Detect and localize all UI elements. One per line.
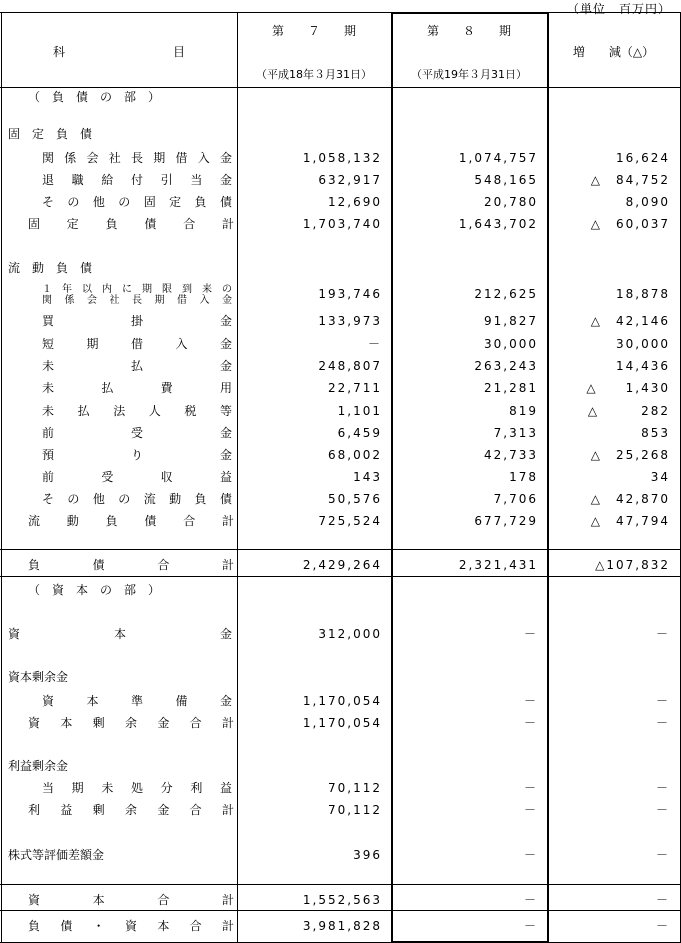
- value-period8: 1,643,702: [458, 217, 538, 231]
- row-label: 資本準備金: [42, 694, 232, 708]
- row-label-line2: 関係会社長期借入金: [42, 295, 232, 306]
- value-period8: －: [523, 803, 538, 817]
- value-period8: 178: [509, 470, 538, 484]
- value-period7: 70,112: [328, 781, 382, 795]
- unit-note: （単位 百万円）: [566, 2, 671, 16]
- row-line: [0, 576, 681, 577]
- row-label: 固定負債合計: [28, 217, 234, 231]
- value-change: －: [655, 803, 670, 817]
- value-period7: 1,170,054: [302, 716, 382, 730]
- value-period7: 1,170,054: [302, 694, 382, 708]
- value-period7: 1,101: [337, 404, 382, 418]
- row-label: （ 負 債 の 部 ）: [28, 90, 161, 104]
- value-period7: 248,807: [318, 359, 382, 373]
- value-period7: 2,429,264: [302, 558, 382, 572]
- value-change: △ 42,146: [590, 314, 670, 328]
- row-label: 前 受 金: [42, 426, 232, 440]
- row-label: その他の固定負債: [42, 195, 232, 209]
- value-period8: 263,243: [474, 359, 538, 373]
- value-period7: 68,002: [328, 448, 382, 462]
- value-period8: －: [523, 893, 538, 907]
- value-change: －: [655, 627, 670, 641]
- value-change: △ 282: [587, 404, 670, 418]
- value-period8: 21,281: [484, 381, 538, 395]
- row-label: 資本剰余金: [8, 670, 69, 684]
- row-label: 未払法人税等: [42, 404, 232, 418]
- row-label: 資 本 合 計: [28, 893, 234, 907]
- value-change: 16,624: [616, 151, 670, 165]
- value-period7: 133,973: [318, 314, 382, 328]
- value-period7: 70,112: [328, 803, 382, 817]
- value-period7: 143: [353, 470, 382, 484]
- row-line: [0, 910, 681, 911]
- value-change: △107,832: [595, 558, 670, 572]
- header-period8: 第 ８ 期: [426, 24, 511, 38]
- value-period7: 632,917: [318, 173, 382, 187]
- value-period8: －: [523, 716, 538, 730]
- row-line: [0, 884, 681, 885]
- value-period8: 30,000: [484, 337, 538, 351]
- value-change: 18,878: [616, 287, 670, 301]
- value-period7: 312,000: [318, 627, 382, 641]
- row-label: 流動負債合計: [28, 514, 234, 528]
- row-label: 前 受 収 益: [42, 470, 232, 484]
- value-period8: －: [523, 627, 538, 641]
- value-period8: 1,074,757: [458, 151, 538, 165]
- row-label: １年以内に期限到来の: [42, 284, 232, 295]
- value-period7: 1,552,563: [302, 893, 382, 907]
- value-change: △ 25,268: [590, 448, 670, 462]
- value-period7: 22,711: [328, 381, 382, 395]
- value-period8: 7,313: [493, 426, 538, 440]
- row-label: その他の流動負債: [42, 492, 232, 506]
- row-label: 資 本 金: [8, 627, 232, 641]
- column-line: [547, 12, 549, 943]
- value-change: △ 47,794: [590, 514, 670, 528]
- row-label: （ 資 本 の 部 ）: [28, 583, 161, 597]
- value-period7: 12,690: [328, 195, 382, 209]
- value-change: △ 42,870: [590, 492, 670, 506]
- value-change: △ 60,037: [590, 217, 670, 231]
- header-item: 科 目: [52, 45, 185, 59]
- value-change: 853: [641, 426, 670, 440]
- column-line: [1, 12, 2, 943]
- value-change: －: [655, 716, 670, 730]
- row-label: 未 払 金: [42, 359, 232, 373]
- row-label: 預 り 金: [42, 448, 232, 462]
- value-period7: 725,524: [318, 514, 382, 528]
- value-period8: 2,321,431: [458, 558, 538, 572]
- value-change: －: [655, 893, 670, 907]
- row-label: 当期未処分利益: [42, 781, 232, 795]
- row-label: 資本剰余金合計: [28, 716, 234, 730]
- value-change: 8,090: [625, 195, 670, 209]
- value-period8: 819: [509, 404, 538, 418]
- row-label: 流 動 負 債: [8, 261, 93, 275]
- value-period7: 6,459: [337, 426, 382, 440]
- value-period8: 548,165: [474, 173, 538, 187]
- value-period7: －: [367, 337, 382, 351]
- value-change: －: [655, 848, 670, 862]
- value-period8: 677,729: [474, 514, 538, 528]
- value-period8: 20,780: [484, 195, 538, 209]
- row-line: [0, 87, 681, 88]
- value-change: △ 1,430: [586, 381, 670, 395]
- value-change: －: [655, 694, 670, 708]
- header-period7: 第 ７ 期: [271, 24, 356, 38]
- header-change: 増 減（△）: [572, 45, 655, 59]
- period8-top-line: [391, 12, 548, 14]
- value-period7: 50,576: [328, 492, 382, 506]
- value-change: 14,436: [616, 359, 670, 373]
- row-label: 買 掛 金: [42, 314, 232, 328]
- value-period7: 1,703,740: [302, 217, 382, 231]
- row-label: 退職給付引当金: [42, 173, 232, 187]
- value-period8: －: [523, 781, 538, 795]
- row-line: [0, 12, 681, 13]
- value-period7: 193,746: [318, 287, 382, 301]
- header-period8-date: （平成19年３月31日）: [411, 68, 527, 81]
- header-period7-date: （平成18年３月31日）: [256, 68, 372, 81]
- row-label: 負債・資本合計: [28, 919, 234, 933]
- row-label: 未 払 費 用: [42, 381, 232, 395]
- row-label: 固 定 負 債: [8, 127, 93, 141]
- row-label: 関係会社長期借入金: [42, 151, 232, 165]
- value-period8: －: [523, 919, 538, 933]
- value-change: 30,000: [616, 337, 670, 351]
- value-period7: 1,058,132: [302, 151, 382, 165]
- row-label: 株式等評価差額金: [8, 848, 105, 862]
- row-line: [0, 549, 681, 550]
- row-label: 負 債 合 計: [28, 558, 234, 572]
- column-line: [391, 12, 393, 943]
- row-label: 短 期 借 入 金: [42, 337, 232, 351]
- row-label: 利益剰余金: [8, 759, 69, 773]
- value-period8: 91,827: [484, 314, 538, 328]
- value-period7: 3,981,828: [302, 919, 382, 933]
- value-period8: 42,733: [484, 448, 538, 462]
- row-label: 利益剰余金合計: [28, 803, 234, 817]
- value-period8: 212,625: [474, 287, 538, 301]
- value-change: △ 84,752: [590, 173, 670, 187]
- value-change: －: [655, 919, 670, 933]
- value-period8: －: [523, 694, 538, 708]
- value-period8: －: [523, 848, 538, 862]
- value-change: 34: [650, 470, 670, 484]
- column-line: [237, 12, 238, 943]
- value-period8: 7,706: [493, 492, 538, 506]
- value-change: －: [655, 781, 670, 795]
- value-period7: 396: [353, 848, 382, 862]
